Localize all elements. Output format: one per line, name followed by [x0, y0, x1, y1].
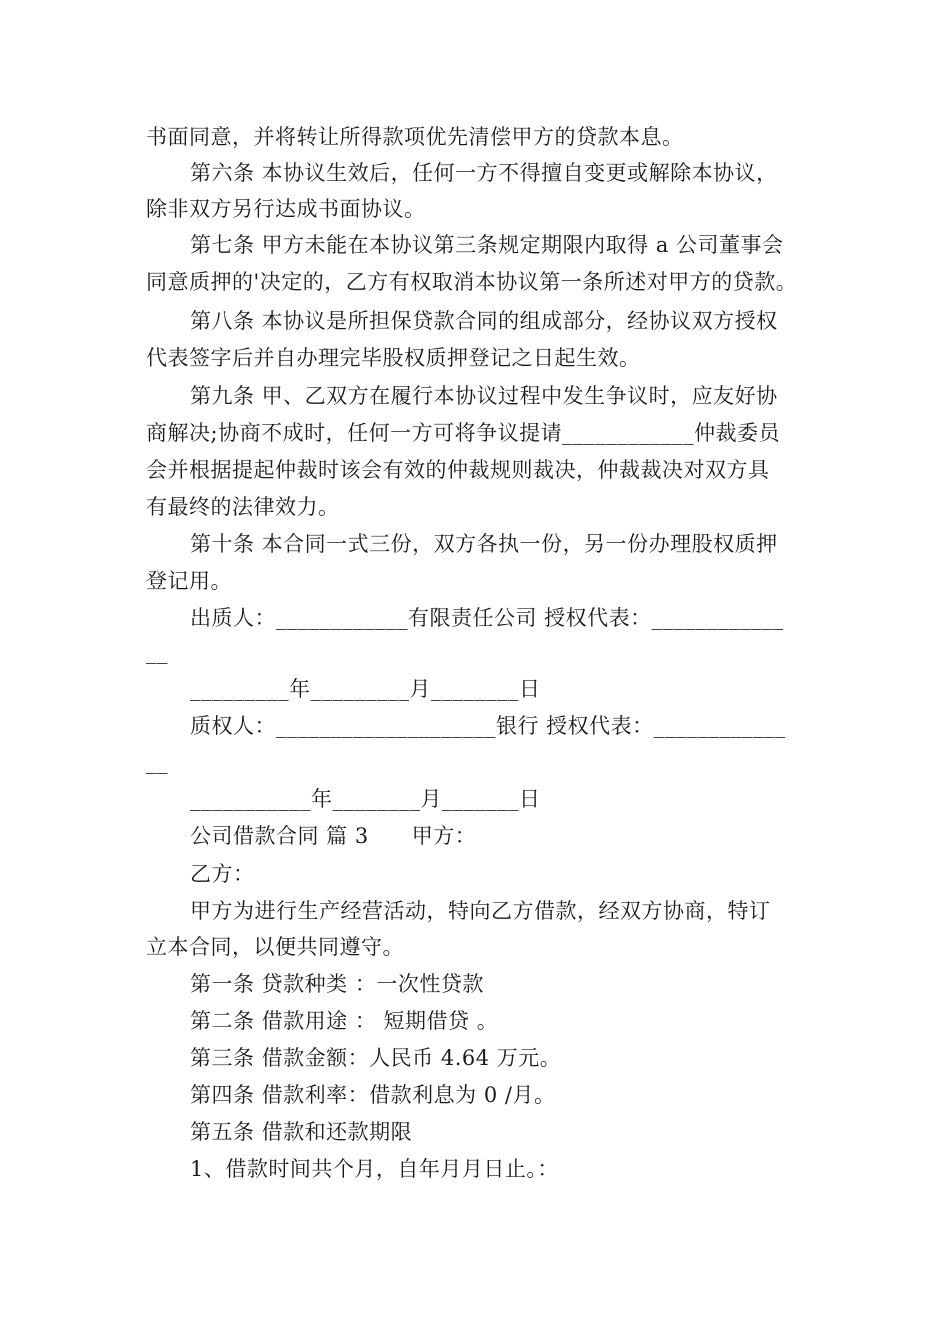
text-line: 第四条 借款利率：借款利息为 0 /月。	[190, 1083, 556, 1107]
text-line: 登记用。	[146, 569, 232, 593]
text-line: 会并根据提起仲裁时该会有效的仲裁规则裁决，仲裁裁决对双方具	[146, 458, 770, 482]
text-line: 有最终的法律效力。	[146, 495, 340, 519]
text-line: 第三条 借款金额：人民币 4.64 万元。	[190, 1046, 562, 1070]
text-line: 第六条 本协议生效后，任何一方不得擅自变更或解除本协议，	[190, 161, 778, 185]
text-line: 第五条 借款和还款期限	[190, 1120, 413, 1144]
text-line: 乙方：	[190, 862, 255, 886]
text-line: 除非双方另行达成书面协议。	[146, 197, 426, 221]
text-line: 立本合同，以便共同遵守。	[146, 935, 404, 959]
text-line: 书面同意，并将转让所得款项优先清偿甲方的贷款本息。	[146, 125, 684, 149]
text-line: __	[146, 640, 168, 664]
text-line: 第一条 贷款种类 ：一次性贷款	[190, 972, 484, 996]
text-line: 第十条 本合同一式三份，双方各执一份，另一份办理股权质押	[190, 532, 778, 556]
text-line: 第八条 本协议是所担保贷款合同的组成部分，经协议双方授权	[190, 309, 778, 333]
text-line: 商解决;协商不成时，任何一方可将争议提请____________仲裁委员	[146, 421, 781, 445]
text-line: 代表签字后并自办理完毕股权质押登记之日起生效。	[146, 346, 641, 370]
text-line: 第二条 借款用途 ： 短期借贷 。	[190, 1009, 499, 1033]
text-line: __	[146, 750, 168, 774]
date-line-pledgor: _________年_________月________日	[190, 677, 541, 701]
text-line: 甲方为进行生产经营活动，特向乙方借款，经双方协商，特订	[190, 899, 771, 923]
section-heading: 公司借款合同 篇 3 甲方：	[190, 824, 477, 848]
text-line: 1、借款时间共个月，自年月月日止。：	[190, 1157, 559, 1181]
text-line: 第九条 甲、乙双方在履行本协议过程中发生争议时，应友好协	[190, 384, 778, 408]
text-line: 第七条 甲方未能在本协议第三条规定期限内取得 a 公司董事会	[190, 233, 784, 257]
text-line: 同意质押的'决定的，乙方有权取消本协议第一条所述对甲方的贷款。	[146, 270, 798, 294]
signature-line-pledgor: 出质人：____________有限责任公司 授权代表：____________	[190, 606, 784, 630]
date-line-pledgee: ___________年________月_______日	[190, 787, 541, 811]
signature-line-pledgee: 质权人：____________________银行 授权代表：____________	[190, 714, 786, 738]
